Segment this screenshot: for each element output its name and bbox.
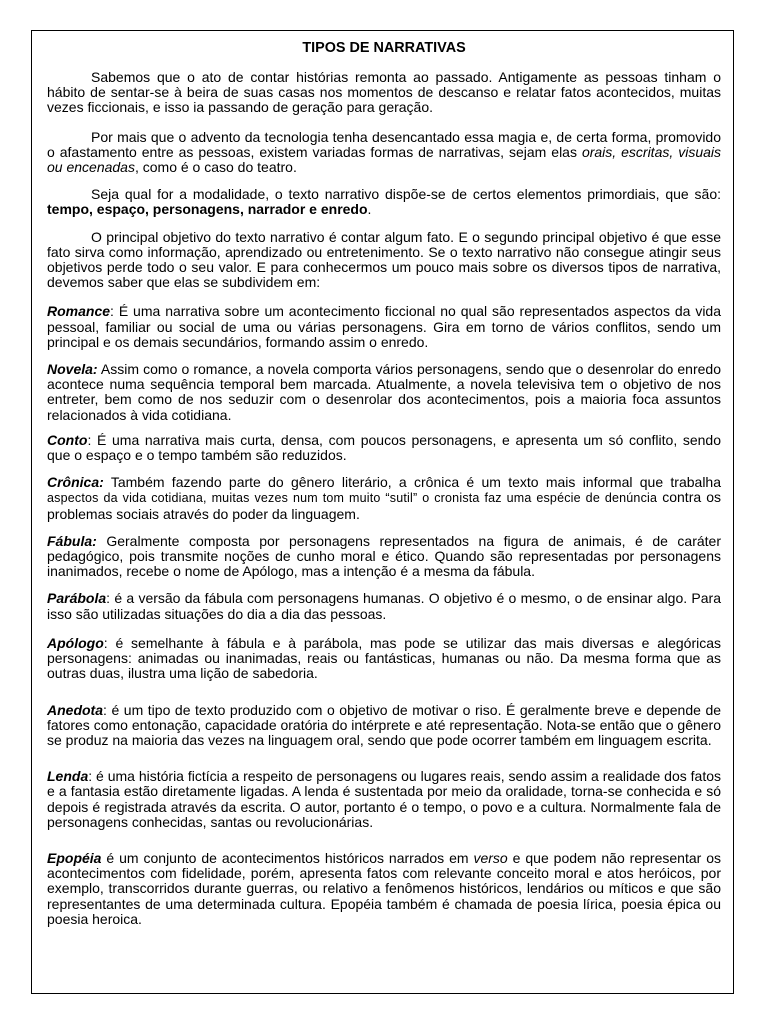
term-novela: Novela: xyxy=(47,361,98,378)
definition-conto: Conto: É uma narrativa mais curta, densa, com poucos personagens, e apresenta um só conflito, sendo que o espaço e o tempo também são reduzidos. xyxy=(47,431,722,464)
document-title: TIPOS DE NARRATIVAS xyxy=(302,40,466,56)
definition-epopeia: Epopéia é um conjunto de acontecimentos históricos narrados em verso e que podem não representar os acontecimentos com fidelidade, porém, apresenta fatos com relevante conceito moral e atos heróicos, por exemplo, transcorridos durante guerras, ou relativo a fenômenos históricos, lendários ou míticos e que são representantes de uma determinada cultura. Epopéia também é chamada de poesia lírica, poesia épica ou poesia heroica. xyxy=(47,849,721,927)
term-lenda: Lenda xyxy=(47,768,89,785)
definition-romance: Romance: É uma narrativa sobre um acontecimento ficcional no qual são representados aspectos da vida pessoal, familiar ou social de uma ou várias personagens. Gira em torno de vários conflitos, sendo um principal e os demais secundários, formando assim o enredo. xyxy=(47,303,722,350)
intro-paragraph-2: Por mais que o advento da tecnologia tenha desencantado essa magia e, de certa forma, promovido o afastamento entre as pessoas, existem variadas formas de narrativas, sejam elas orais, escritas, visuais ou encenadas, como é o caso do teatro. xyxy=(47,128,721,176)
definition-apologo: Apólogo: é semelhante à fábula e à parábola, mas pode se utilizar das mais diversas e alegóricas personagens: animadas ou inanimadas, reais ou fantásticas, humanas ou não. Da mesma forma que as outras duas, ilustra uma lição de sabedoria. xyxy=(47,634,722,682)
term-anedota: Anedota xyxy=(47,701,103,718)
term-apologo: Apólogo xyxy=(47,634,104,651)
document-body xyxy=(47,40,721,927)
term-parabola: Parábola xyxy=(47,590,107,607)
term-epopeia: Epopéia xyxy=(47,849,102,866)
bold-narrative-elements: tempo, espaço, personagens, narrador e enredo xyxy=(47,201,368,218)
definition-anedota: Anedota: é um tipo de texto produzido com o objetivo de motivar o riso. É geralmente breve e depende de fatores como entonação, capacidade oratória do intérprete e até representação. Nota-se então que o gênero se produz na maioria das vezes na linguagem oral, sendo que pode ocorrer também em linguagem escrita. xyxy=(47,701,722,748)
term-romance: Romance xyxy=(47,303,111,320)
italic-narrative-forms: orais, escritas, visuais ou encenadas xyxy=(47,143,721,176)
intro-paragraph-4: O principal objetivo do texto narrativo é contar algum fato. E o segundo principal objetivo é que esse fato sirva como informação, aprendizado ou entretenimento. Se o texto narrativo não consegue atingir seus objetivos perde todo o seu valor. E para conhecermos um pouco mais sobre os diversos tipos de narrativa, devemos saber que elas se subdividem em: xyxy=(47,228,721,291)
definition-parabola: Parábola: é a versão da fábula com personagens humanas. O objetivo é o mesmo, o de ensinar algo. Para isso são utilizadas situações do dia a dia das pessoas. xyxy=(47,590,721,622)
term-cronica: Crônica: xyxy=(47,474,104,491)
term-conto: Conto xyxy=(47,431,88,448)
intro-paragraph-3: Seja qual for a modalidade, o texto narrativo dispõe-se de certos elementos primordiais, que são: tempo, espaço, personagens, narrador e enredo. xyxy=(47,186,721,218)
intro-paragraph-1: Sabemos que o ato de contar histórias remonta ao passado. Antigamente as pessoas tinham o hábito de sentar-se à beira de suas casas nos momentos de descanso e relatar fatos acontecidos, muitas vezes ficcionais, e isso ia passando de geração para geração. xyxy=(47,69,721,116)
definition-lenda: Lenda: é uma história fictícia a respeito de personagens ou lugares reais, sendo assim a realidade dos fatos e a fantasia estão diretamente ligadas. A lenda é sustentada por meio da oralidade, torna-se conhecida e só depois é registrada através da escrita. O autor, portanto é o tempo, o povo e a cultura. Normalmente fala de personagens conhecidas, santas ou revolucionárias. xyxy=(47,768,722,830)
definition-novela: Novela: Assim como o romance, a novela comporta vários personagens, sendo que o desenrolar do enredo acontece numa sequência temporal bem marcada. Atualmente, a novela televisiva tem o objetivo de nos entreter, bem como de nos seduzir com o desenrolar dos acontecimentos, pois a maioria foca assuntos relacionados à vida cotidiana. xyxy=(47,361,721,423)
term-fabula: Fábula: xyxy=(47,532,97,549)
definition-fabula: Fábula: Geralmente composta por personagens representados na figura de animais, é de caráter pedagógico, pois transmite noções de cunho moral e ético. Quando são representadas por personagens inanimados, recebe o nome de Apólogo, mas a intenção é a mesma da fábula. xyxy=(47,532,722,580)
definition-cronica: Crônica: Também fazendo parte do gênero literário, a crônica é um texto mais informal que trabalha aspectos da vida cotidiana, muitas vezes num tom muito “sutil” o cronista faz uma espécie de denúncia contra os problemas sociais através do poder da linguagem. xyxy=(47,474,722,522)
